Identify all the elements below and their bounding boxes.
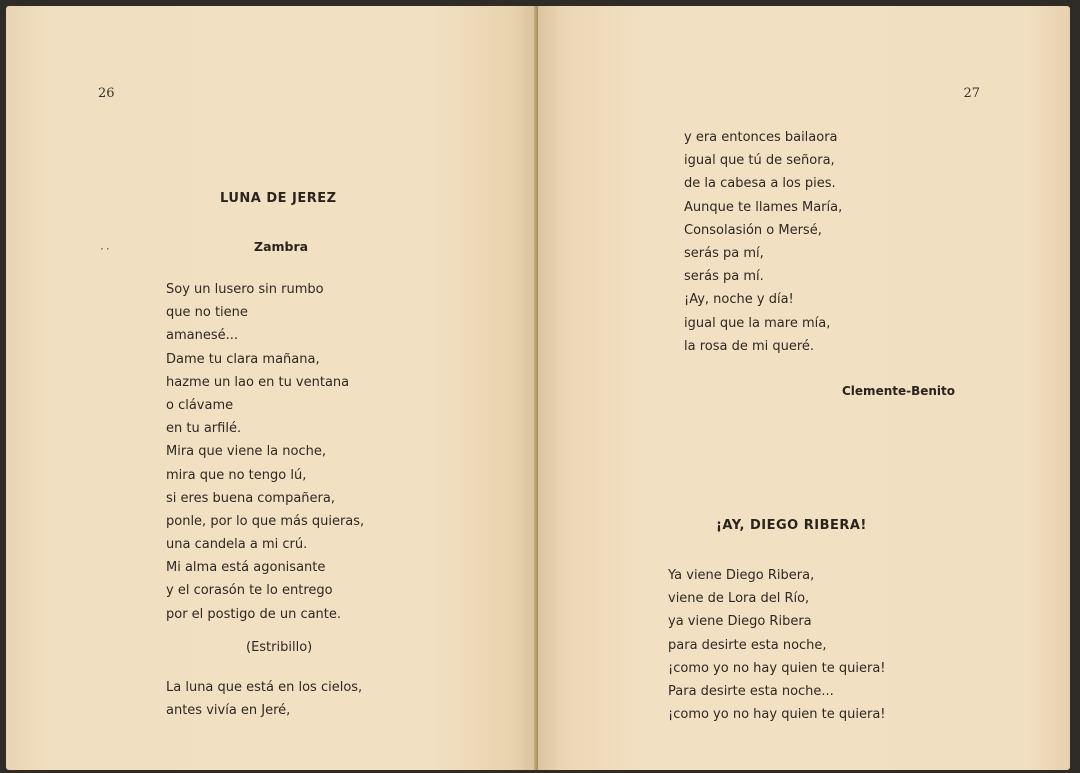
poem-author: Clemente-Benito bbox=[842, 384, 956, 398]
margin-dots: ·· bbox=[100, 242, 112, 256]
verse-line: de la cabesa a los pies. bbox=[684, 176, 836, 192]
verse-line: Mira que viene la noche, bbox=[166, 444, 326, 460]
verse-line: Aunque te llames María, bbox=[684, 199, 843, 215]
verse-line: ya viene Diego Ribera bbox=[668, 614, 812, 630]
verse-line: y el corasón te lo entrego bbox=[166, 583, 333, 599]
poem-title-luna-de-jerez: LUNA DE JEREZ bbox=[220, 191, 337, 206]
right-page-number: 27 bbox=[963, 86, 980, 101]
stanza-right-2 bbox=[668, 564, 886, 726]
verse-line: ¡Ay, noche y día! bbox=[684, 292, 794, 308]
stanza-left-2 bbox=[166, 676, 362, 722]
poem-title-ay-diego-ribera: ¡AY, DIEGO RIBERA! bbox=[716, 518, 867, 533]
verse-line: en tu arfilé. bbox=[166, 421, 242, 437]
left-page-number: 26 bbox=[98, 86, 115, 101]
verse-line: y era entonces bailaora bbox=[684, 130, 838, 145]
verse-line: amanesé... bbox=[166, 328, 239, 344]
verse-line: serás pa mí, bbox=[684, 245, 764, 261]
stanza-right-1 bbox=[684, 126, 842, 358]
verse-line: igual que la mare mía, bbox=[684, 315, 831, 331]
verse-line: ¡como yo no hay quien te quiera! bbox=[668, 660, 886, 676]
left-page bbox=[6, 6, 538, 770]
verse-line: ¡como yo no hay quien te quiera! bbox=[668, 707, 886, 723]
verse-line: La luna que está en los cielos, bbox=[166, 680, 363, 695]
verse-line: antes vivía en Jeré, bbox=[166, 703, 291, 719]
verse-line: o clávame bbox=[166, 397, 234, 413]
verse-line: Mi alma está agonisante bbox=[166, 560, 326, 576]
verse-line: serás pa mí. bbox=[684, 269, 764, 285]
stanza-left-1 bbox=[166, 278, 364, 626]
verse-line: mira que no tengo lú, bbox=[166, 467, 307, 483]
verse-line: si eres buena compañera, bbox=[166, 490, 335, 506]
verse-line: igual que tú de señora, bbox=[684, 153, 835, 169]
verse-line: Dame tu clara mañana, bbox=[166, 351, 320, 367]
verse-line: la rosa de mi queré. bbox=[684, 338, 815, 354]
verse-line: hazme un lao en tu ventana bbox=[166, 374, 350, 390]
verse-line: que no tiene bbox=[166, 305, 248, 321]
right-page bbox=[538, 6, 1070, 770]
verse-line: por el postigo de un cante. bbox=[166, 606, 342, 622]
verse-line: Ya viene Diego Ribera, bbox=[668, 568, 815, 583]
verse-line: para desirte esta noche, bbox=[668, 637, 827, 653]
refrain-label: (Estribillo) bbox=[246, 640, 313, 655]
verse-line: Consolasión o Mersé, bbox=[684, 222, 822, 238]
verse-line: Para desirte esta noche... bbox=[668, 683, 834, 699]
verse-line: Soy un lusero sin rumbo bbox=[166, 282, 324, 297]
verse-line: viene de Lora del Río, bbox=[668, 591, 810, 607]
verse-line: una candela a mi crú. bbox=[166, 537, 308, 553]
verse-line: ponle, por lo que más quieras, bbox=[166, 513, 365, 529]
poem-subtitle: Zambra bbox=[254, 239, 309, 254]
